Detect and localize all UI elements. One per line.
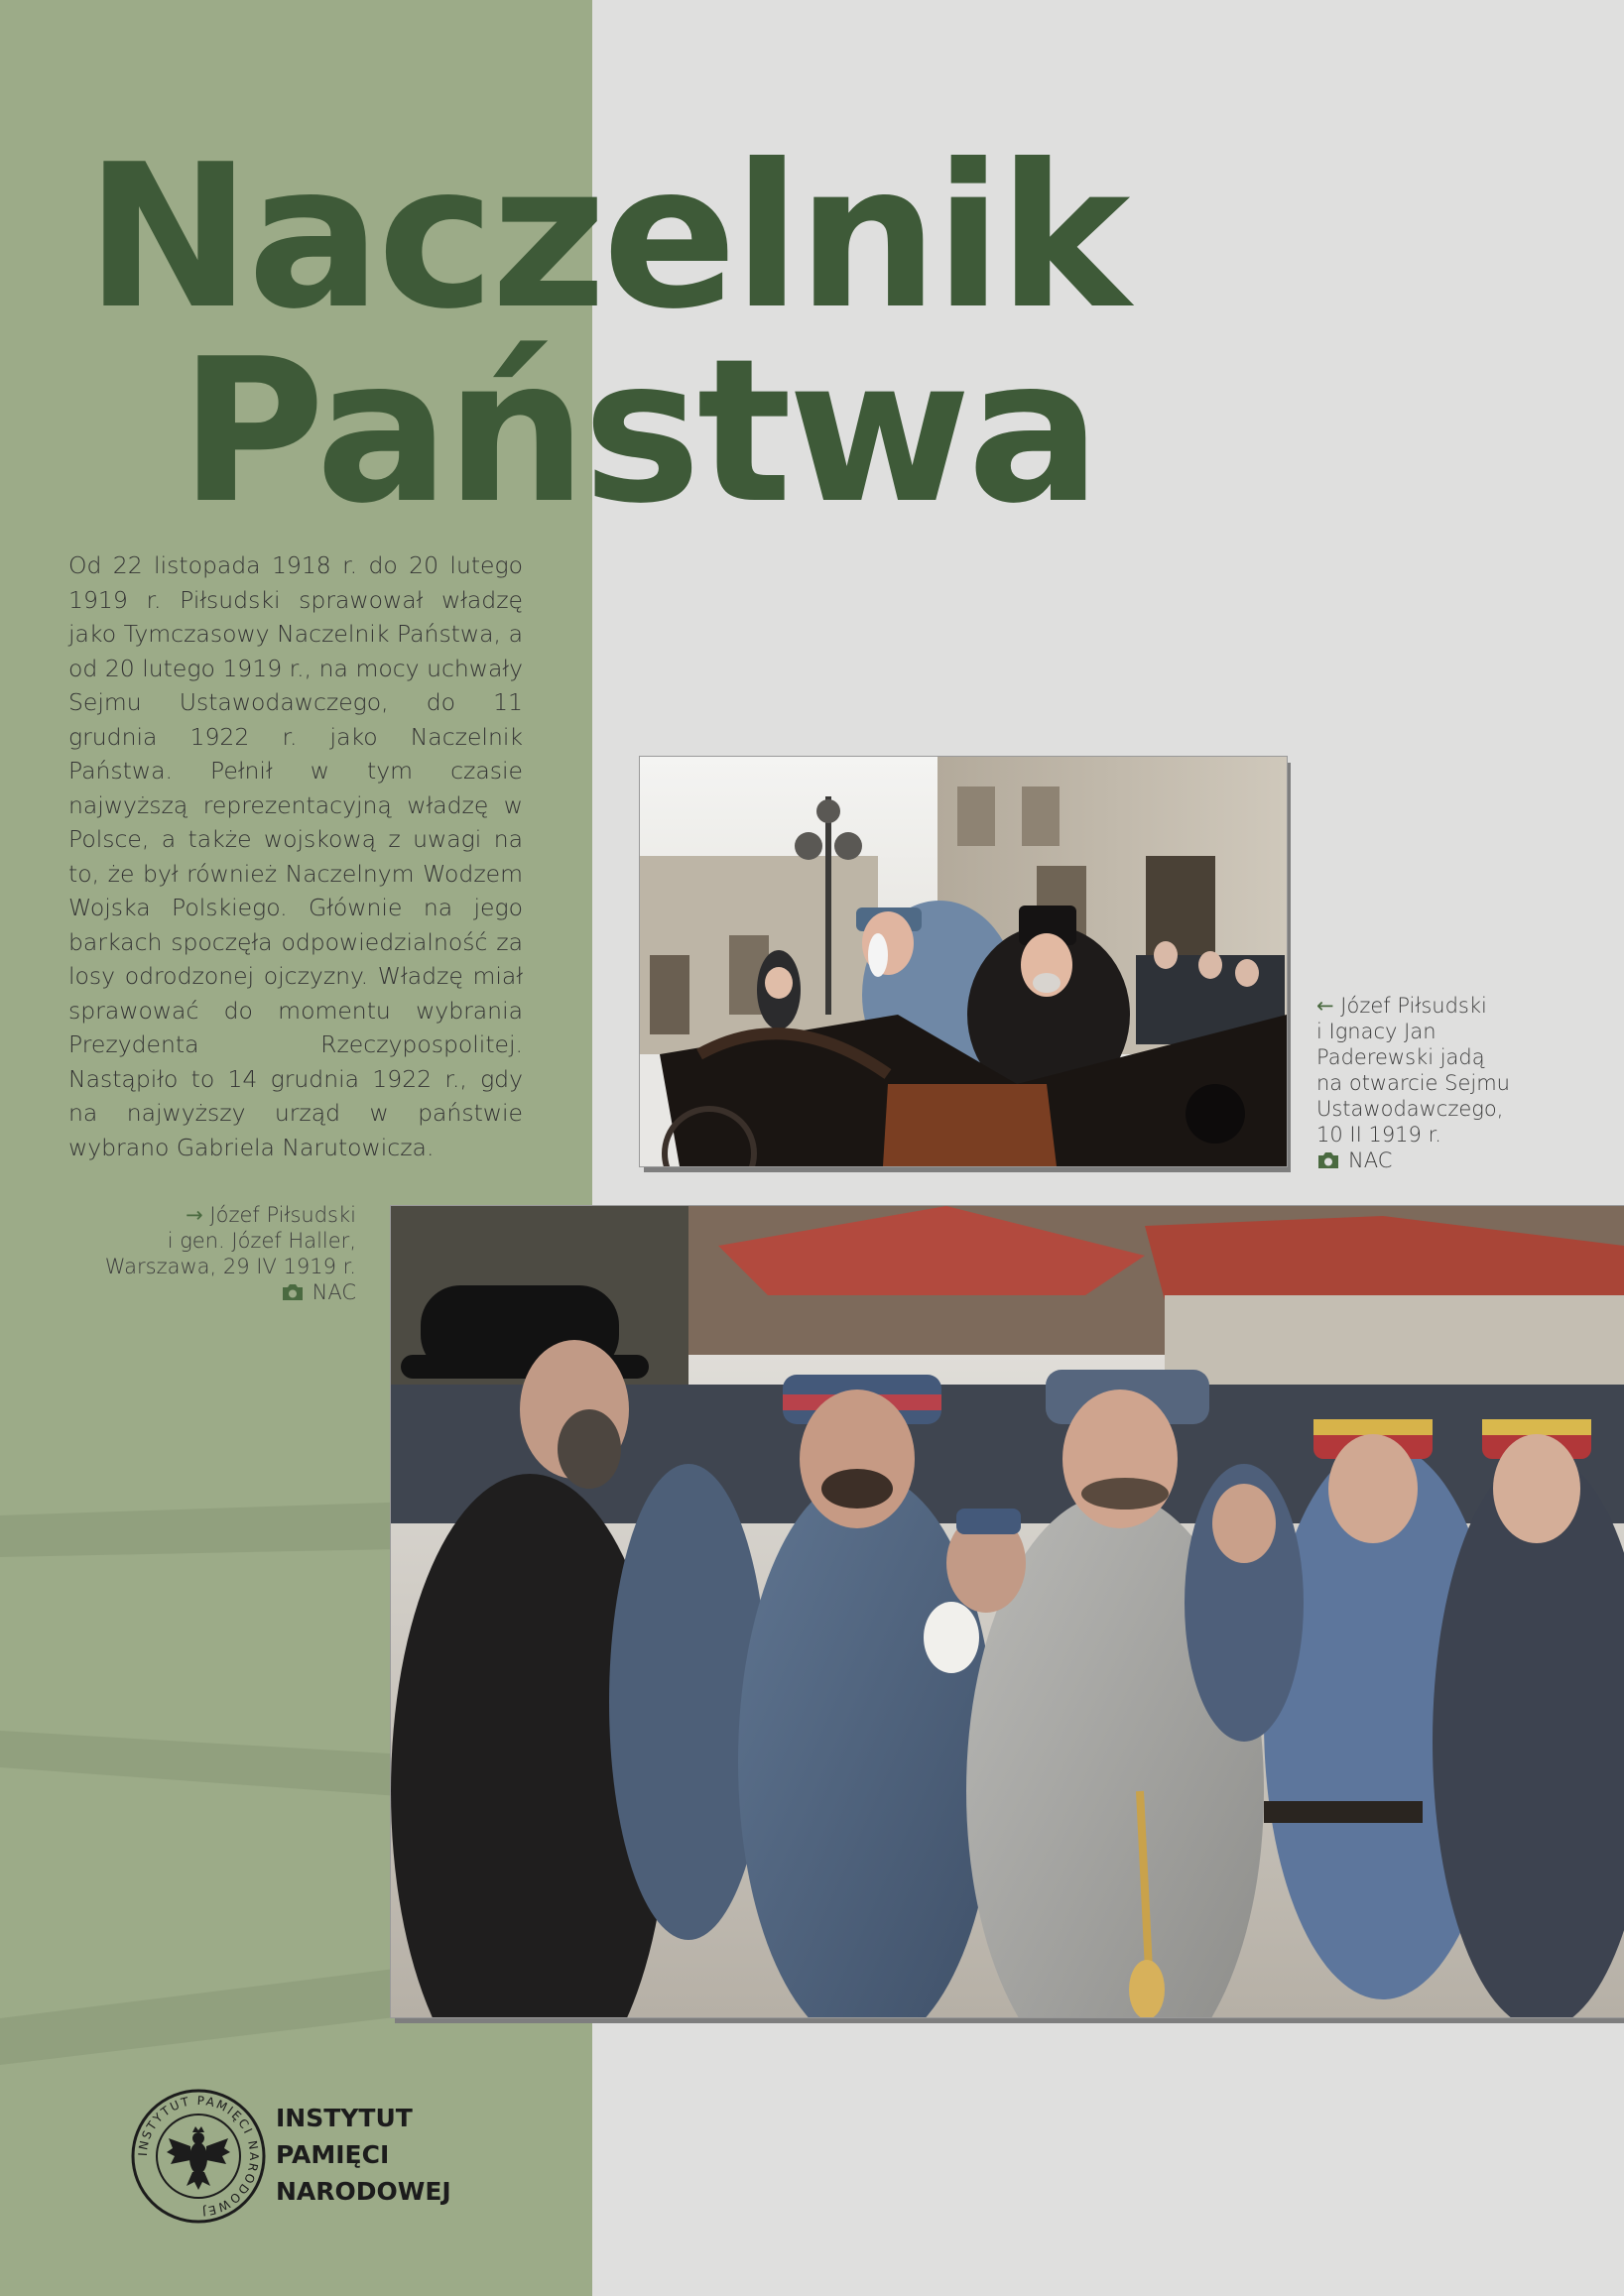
- caption-line: [1316, 993, 1574, 1019]
- photo-generals: [391, 1206, 1624, 2017]
- caption-line: Paderewski jadą: [1316, 1045, 1485, 1069]
- arrow-right-icon: →: [186, 1203, 203, 1227]
- ipn-logo-text: [276, 2100, 451, 2210]
- body-text: Od 22 listopada 1918 r. do 20 lutego 1919 r. Piłsudski sprawował władzę jako Tymczasowy Naczelnik Państwa, a od 20 lutego 1919 r., na mocy uchwały Sejmu Ustawodawczego, do 11 grudnia 1922 r. jako Naczelnik Państwa. Pełnił w tym czasie najwyższą reprezentacyjną władzę w Polsce, a także wojskową z uwagi na to, że był również Naczelnym Wodzem Wojska Polskiego. Głównie na jego barkach spoczęła odpowiedzialność za losy odrodzonej ojczyzny. Władzę miał sprawować do momentu wybrania Prezydenta Rzeczypospolitej. Nastąpiło to 14 grudnia 1922 r., gdy na najwyższy urząd w państwie wybrano Gabriela Narutowicza.: [68, 551, 523, 1161]
- logo-line: NARODOWEJ: [276, 2177, 451, 2206]
- caption-line: Warszawa, 29 IV 1919 r.: [104, 1255, 356, 1278]
- caption-line: Ustawodawczego,: [1316, 1097, 1504, 1121]
- caption-text: Józef Piłsudski: [209, 1203, 356, 1227]
- source-label: NAC: [312, 1280, 356, 1304]
- camera-icon: [1316, 1151, 1340, 1169]
- logo-line: INSTYTUT: [276, 2104, 413, 2132]
- camera-icon: [281, 1283, 305, 1301]
- title-line-1: Naczelnik: [85, 122, 1127, 353]
- caption-line: i gen. Józef Haller,: [167, 1229, 356, 1253]
- caption-line: [60, 1202, 356, 1228]
- caption-text: Józef Piłsudski: [1340, 994, 1487, 1018]
- caption-photo-generals: [60, 1202, 356, 1305]
- logo-line: PAMIĘCI: [276, 2140, 390, 2169]
- caption-line: 10 II 1919 r.: [1316, 1123, 1441, 1147]
- arrow-left-icon: ←: [1316, 994, 1334, 1018]
- caption-line: na otwarcie Sejmu: [1316, 1071, 1510, 1095]
- caption-line: i Ignacy Jan: [1316, 1020, 1437, 1043]
- caption-source: [1316, 1148, 1574, 1173]
- caption-photo-carriage: [1316, 993, 1574, 1173]
- title-line-2: Państwa: [180, 316, 1097, 547]
- ipn-logo-seal: [129, 2087, 268, 2226]
- photo-carriage: [640, 757, 1287, 1166]
- logo-ring-text: INSTYTUT PAMIĘCI NARODOWEJ: [135, 2093, 262, 2220]
- source-label: NAC: [1348, 1148, 1393, 1172]
- caption-source: [60, 1279, 356, 1305]
- eagle-icon: [167, 2126, 230, 2190]
- page-title: [85, 122, 1127, 547]
